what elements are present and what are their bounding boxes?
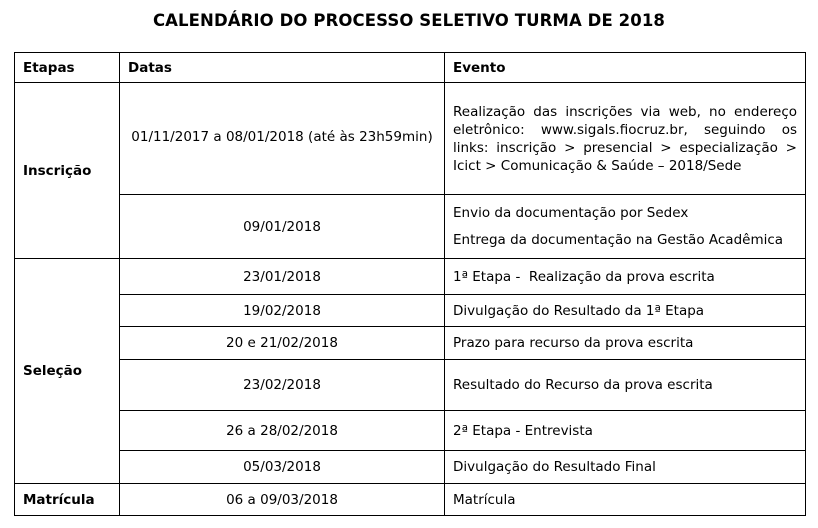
table-row [15, 411, 806, 451]
row-event [445, 195, 806, 259]
table-header-row [15, 53, 806, 83]
row-event: 1ª Etapa - Realização da prova escrita [445, 259, 806, 295]
row-date: 26 a 28/02/2018 [120, 411, 445, 451]
row-date: 06 a 09/03/2018 [120, 484, 445, 516]
table-row [15, 451, 806, 484]
row-date: 09/01/2018 [120, 195, 445, 259]
table-row [15, 327, 806, 360]
row-event: Divulgação do Resultado Final [445, 451, 806, 484]
row-date: 19/02/2018 [120, 295, 445, 327]
header-datas: Datas [120, 53, 445, 83]
header-evento: Evento [445, 53, 806, 83]
stage-matricula: Matrícula [15, 484, 120, 516]
row-event: Realização das inscrições via web, no endereço eletrônico: www.sigals.fiocruz.br, seguindo os links: inscrição > presencial > especialização > Icict > Comunicação & Saúde – 2018/Sede [445, 83, 806, 195]
row-event: Matrícula [445, 484, 806, 516]
page-title: CALENDÁRIO DO PROCESSO SELETIVO TURMA DE 2018 [152, 11, 666, 30]
table-row [15, 484, 806, 516]
event-line: Entrega da documentação na Gestão Acadêmica [453, 231, 784, 248]
table-row [15, 360, 806, 411]
row-event: Divulgação do Resultado da 1ª Etapa [445, 295, 806, 327]
stage-selecao: Seleção [15, 259, 120, 484]
row-date: 23/02/2018 [120, 360, 445, 411]
row-date: 01/11/2017 a 08/01/2018 (até às 23h59min) [120, 83, 445, 195]
table-row [15, 83, 806, 195]
table-row [15, 259, 806, 295]
row-event: 2ª Etapa - Entrevista [445, 411, 806, 451]
calendar-table [14, 52, 806, 516]
table-row [15, 195, 806, 259]
table-row [15, 295, 806, 327]
stage-inscricao: Inscrição [15, 83, 120, 259]
row-event: Prazo para recurso da prova escrita [445, 327, 806, 360]
row-date: 05/03/2018 [120, 451, 445, 484]
row-date: 23/01/2018 [120, 259, 445, 295]
row-event: Resultado do Recurso da prova escrita [445, 360, 806, 411]
event-line: Envio da documentação por Sedex [453, 204, 689, 221]
header-etapas: Etapas [15, 53, 120, 83]
row-date: 20 e 21/02/2018 [120, 327, 445, 360]
